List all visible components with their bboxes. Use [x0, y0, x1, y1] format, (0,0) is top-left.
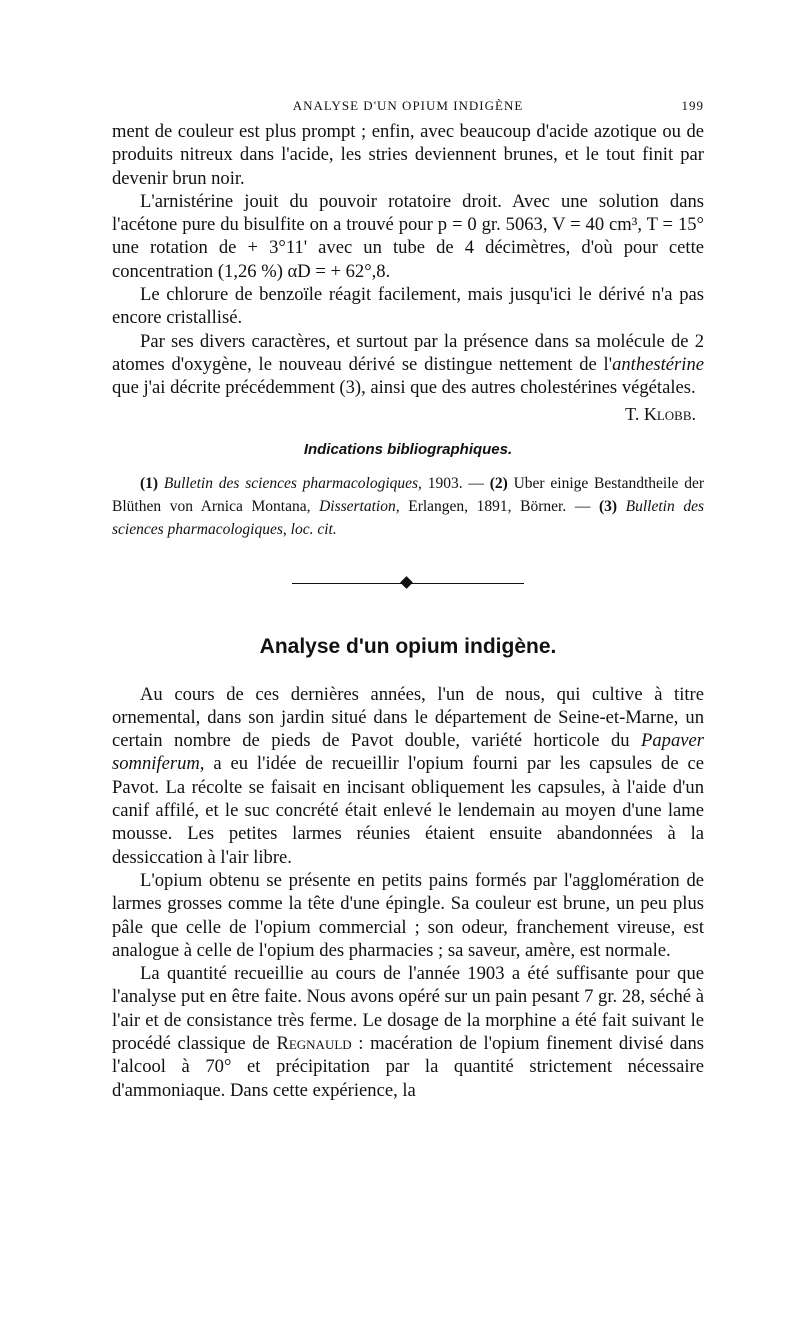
- section-title: Analyse d'un opium indigène.: [259, 634, 557, 658]
- ref-2-text: Uber einige Bestandtheile der Blüthen von Arnica Montana,: [112, 474, 705, 515]
- paragraph-description: L'opium obtenu se présente en petits pains formés par l'agglomération de larmes grosses comme la tête d'une épingle. Sa couleur est brune, un peu plus pâle que celle de l'opium commercial ; son odeur, franchement vireuse, est analogue à celle de l'opium des pharmacies ; sa saveur, amère, est normale.: [112, 869, 704, 961]
- paragraph-rotation: L'arnistérine jouit du pouvoir rotatoire droit. Avec une solution dans l'acétone pure du bisulfite on a trouvé pour p = 0 gr. 5063, V = 40 cm³, T = 15° une rotation de + 3°11' avec un tube de 4 décimètres, d'où pour cette concentration (1,26 %) αD = + 62°,8.: [112, 190, 704, 282]
- diamond-ornament-icon: [400, 576, 413, 589]
- ref-1-rest: 1903. —: [421, 474, 490, 492]
- paragraph-analysis: [112, 962, 704, 1102]
- ref-1-number: (1): [140, 474, 159, 492]
- author-signature: T. Klobb.: [625, 403, 696, 424]
- species-name: Papaver somniferum,: [112, 730, 704, 775]
- ref-3-journal: Bulletin des sciences pharmacologiques, loc. cit.: [112, 497, 704, 538]
- paragraph-conclusion: [112, 330, 704, 400]
- ref-1-journal: Bulletin des sciences pharmacologiques,: [163, 474, 422, 492]
- conclusion-text-2: que j'ai décrite précédemment (3), ainsi que des autres cholestérines végétales.: [112, 377, 696, 399]
- running-header: [112, 96, 704, 120]
- ref-2-number: (2): [489, 474, 508, 492]
- section-divider: [292, 575, 524, 591]
- harvest-text-1: Au cours de ces dernières années, l'un de nous, qui cultive à titre ornemental, dans son jardin situé dans le département de Seine-et-Marne, un certain nombre de pieds de Pavot double, variété horticole du: [112, 683, 704, 752]
- anthesterine-term: anthestérine: [612, 353, 704, 375]
- conclusion-text-1: Par ses divers caractères, et surtout par la présence dans sa molécule de 2 atomes d'oxygène, le nouveau dérivé se distingue nettement de l': [112, 330, 704, 375]
- paragraph-benzoyl: Le chlorure de benzoïle réagit facilement, mais jusqu'ici le dérivé n'a pas encore cristallisé.: [112, 284, 704, 329]
- running-title: ANALYSE D'UN OPIUM INDIGÈNE: [292, 98, 524, 113]
- paragraph-continuation: ment de couleur est plus prompt ; enfin, avec beaucoup d'acide azotique ou de produits nitreux dans l'acide, les stries deviennent brunes, et le tout finit par devenir brun noir.: [112, 121, 704, 189]
- page: [112, 96, 704, 1102]
- author-regnauld: Regnauld: [276, 1033, 352, 1055]
- analysis-text-1: La quantité recueillie au cours de l'année 1903 a été suffisante pour que l'analyse put en être faite. Nous avons opéré sur un pain pesant 7 gr. 28, séché à l'air et de consistance très ferme. Le dosage de la morphine a été fait suivant le procédé classique de: [112, 963, 704, 1055]
- ref-2-rest: Erlangen, 1891, Börner. —: [399, 497, 599, 515]
- page-number: 199: [681, 98, 704, 113]
- harvest-text-2: a eu l'idée de recueillir l'opium fourni par les capsules de ce Pavot. La récolte se faisait en incisant obliquement les capsules, à l'aide d'un canif affilé, et le suc concrété était enlevé le lendemain au moyen d'une lame mousse. Les petites larmes réunies étaient ensuite abandonnées à la dessiccation à l'air libre.: [112, 753, 704, 868]
- analysis-text-2: : macération de l'opium finement divisé dans l'alcool à 70° et précipitation par la quantité strictement nécessaire d'ammoniaque. Dans cette expérience, la: [112, 1033, 704, 1101]
- bibliography-heading: Indications bibliographiques.: [303, 440, 513, 458]
- ref-3-number: (3): [598, 497, 618, 515]
- ref-2-italic: Dissertation,: [319, 497, 400, 515]
- bibliography-list: [112, 472, 704, 541]
- paragraph-harvest: [112, 683, 704, 869]
